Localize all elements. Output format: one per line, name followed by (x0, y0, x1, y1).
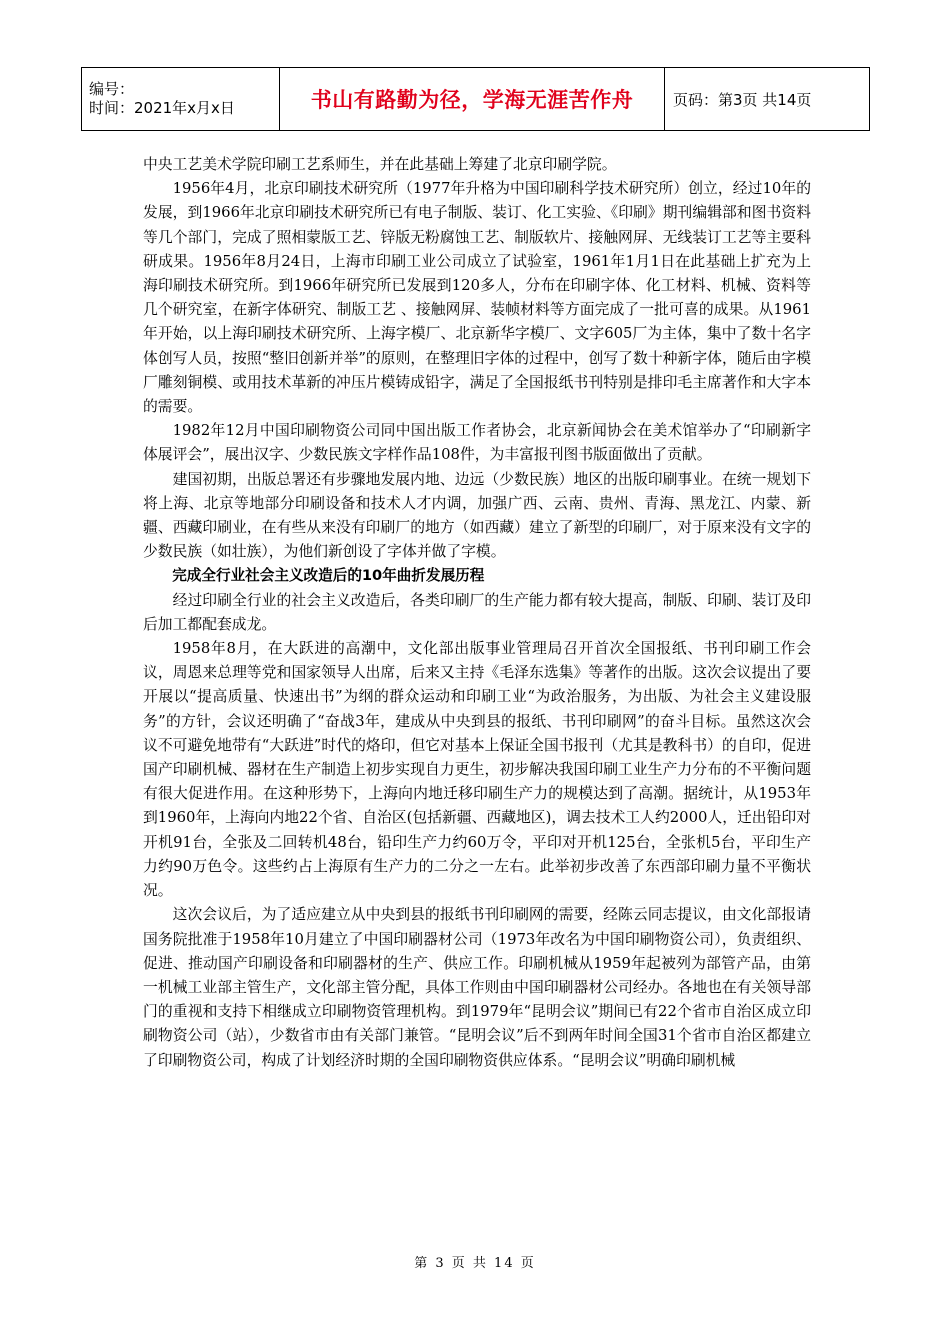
section-heading: 完成全行业社会主义改造后的10年曲折发展历程 (172, 567, 485, 585)
paragraph-font-exhibition: 1982年12月中国印刷物资公司同中国出版工作者协会，北京新闻协会在美术馆举办了“印刷新字体展评会”，展出汉字、少数民族文字样作品108件，为丰富报刊图书版面做出了贡献。 (143, 422, 811, 464)
paragraph-research-institutes: 1956年4月，北京印刷技术研究所（1977年升格为中国印刷科学技术研究所）创立，经过10年的发展，到1966年北京印刷技术研究所已有电子制版、装订、化工实验、《印刷》期刊编辑部和图书资料等几个部门，完成了照相蒙版工艺、锌版无粉腐蚀工艺、制版软片、接触网屏、无线装订工艺等主要科研成果。1956年8月24日，上海市印刷工业公司成立了试验室，1961年1月1日在此基础上扩充为上海印刷技术研究所。到1966年研究所已发展到120多人，分布在印刷字体、化工材料、机械、资料等几个研究室，在新字体研究、制版工艺 、接触网屏、装帧材料等方面完成了一批可喜的成果。从1961年开始，以上海印刷技术研究所、上海字模厂、北京新华字模厂、文字605厂为主体，集中了数十名字体创写人员，按照“整旧创新并举”的原则，在整理旧字体的过程中，创写了数十种新字体，随后由字模厂雕刻铜模、或用技术革新的冲压片模铸成铅字，满足了全国报纸书刊特别是排印毛主席著作和大字本的需要。 (143, 180, 811, 416)
paragraph-1958-conference: 1958年8月，在大跃进的高潮中，文化部出版事业管理局召开首次全国报纸、书刊印刷工作会议，周恩来总理等党和国家领导人出席，后来又主持《毛泽东选集》等著作的出版。这次会议提出了要开展以“提高质量、快速出书”为纲的群众运动和印刷工业“为政治服务，为出版、为社会主义建设服务”的方针，会议还明确了“奋战3年，建成从中央到县的报纸、书刊印刷网”的奋斗目标。虽然这次会议不可避免地带有“大跃进”时代的烙印，但它对基本上保证全国书报刊（尤其是教科书）的自印，促进国产印刷机械、器材在生产制造上初步实现自力更生，初步解决我国印刷工业生产力分布的不平衡问题有很大促进作用。在这种形势下，上海向内地迁移印刷生产力的规模达到了高潮。据统计，从1953年到1960年，上海向内地22个省、自治区(包括新疆、西藏地区)，调去技术工人约2000人，迁出铅印对开机91台，全张及二回转机48台，铅印生产力约60万令，平印对开机125台，全张机5台，平印生产力约90万色令。这些约占上海原有生产力的二分之一左右。此举初步改善了东西部印刷力量不平衡状况。 (143, 640, 811, 900)
document-body (143, 153, 811, 1073)
paragraph-regional-development: 建国初期，出版总署还有步骤地发展内地、边远（少数民族）地区的出版印刷事业。在统一规划下将上海、北京等地部分印刷设备和技术人才内调，加强广西、云南、贵州、青海、黑龙江、内蒙、新疆、西藏印刷业，在有些从来没有印刷厂的地方（如西藏）建立了新型的印刷厂，对于原来没有文字的少数民族（如壮族），为他们新创设了字体并做了字模。 (143, 470, 811, 561)
page-header (81, 67, 870, 131)
header-meta-cell (82, 68, 280, 131)
document-number-label: 编号： (89, 80, 135, 98)
page-footer: 第 3 页 共 14 页 (414, 1256, 536, 1271)
document-date-label: 时间：2021年x月x日 (89, 99, 235, 117)
header-page-info: 页码：第3页 共14页 (665, 68, 870, 131)
paragraph-continuation: 中央工艺美术学院印刷工艺系师生，并在此基础上筹建了北京印刷学院。 (143, 156, 617, 173)
paragraph-post-reform: 经过印刷全行业的社会主义改造后，各类印刷厂的生产能力都有较大提高，制版、印刷、装订及印后加工都配套成龙。 (143, 591, 811, 633)
paragraph-equipment-company: 这次会议后，为了适应建立从中央到县的报纸书刊印刷网的需要，经陈云同志提议，由文化部报请国务院批准于1958年10月建立了中国印刷器材公司（1973年改名为中国印刷物资公司），负责组织、促进、推动国产印刷设备和印刷器材的生产、供应工作。印刷机械从1959年起被列为部管产品，由第一机械工业部主管生产，文化部主管分配，具体工作则由中国印刷器材公司经办。各地也在有关领导部门的重视和支持下相继成立印刷物资管理机构。到1979年“昆明会议”期间已有22个省市自治区成立印刷物资公司（站），少数省市由有关部门兼管。“昆明会议”后不到两年时间全国31个省市自治区都建立了印刷物资公司，构成了计划经济时期的全国印刷物资供应体系。“昆明会议”明确印刷机械 (143, 906, 811, 1069)
header-motto: 书山有路勤为径，学海无涯苦作舟 (280, 68, 665, 131)
